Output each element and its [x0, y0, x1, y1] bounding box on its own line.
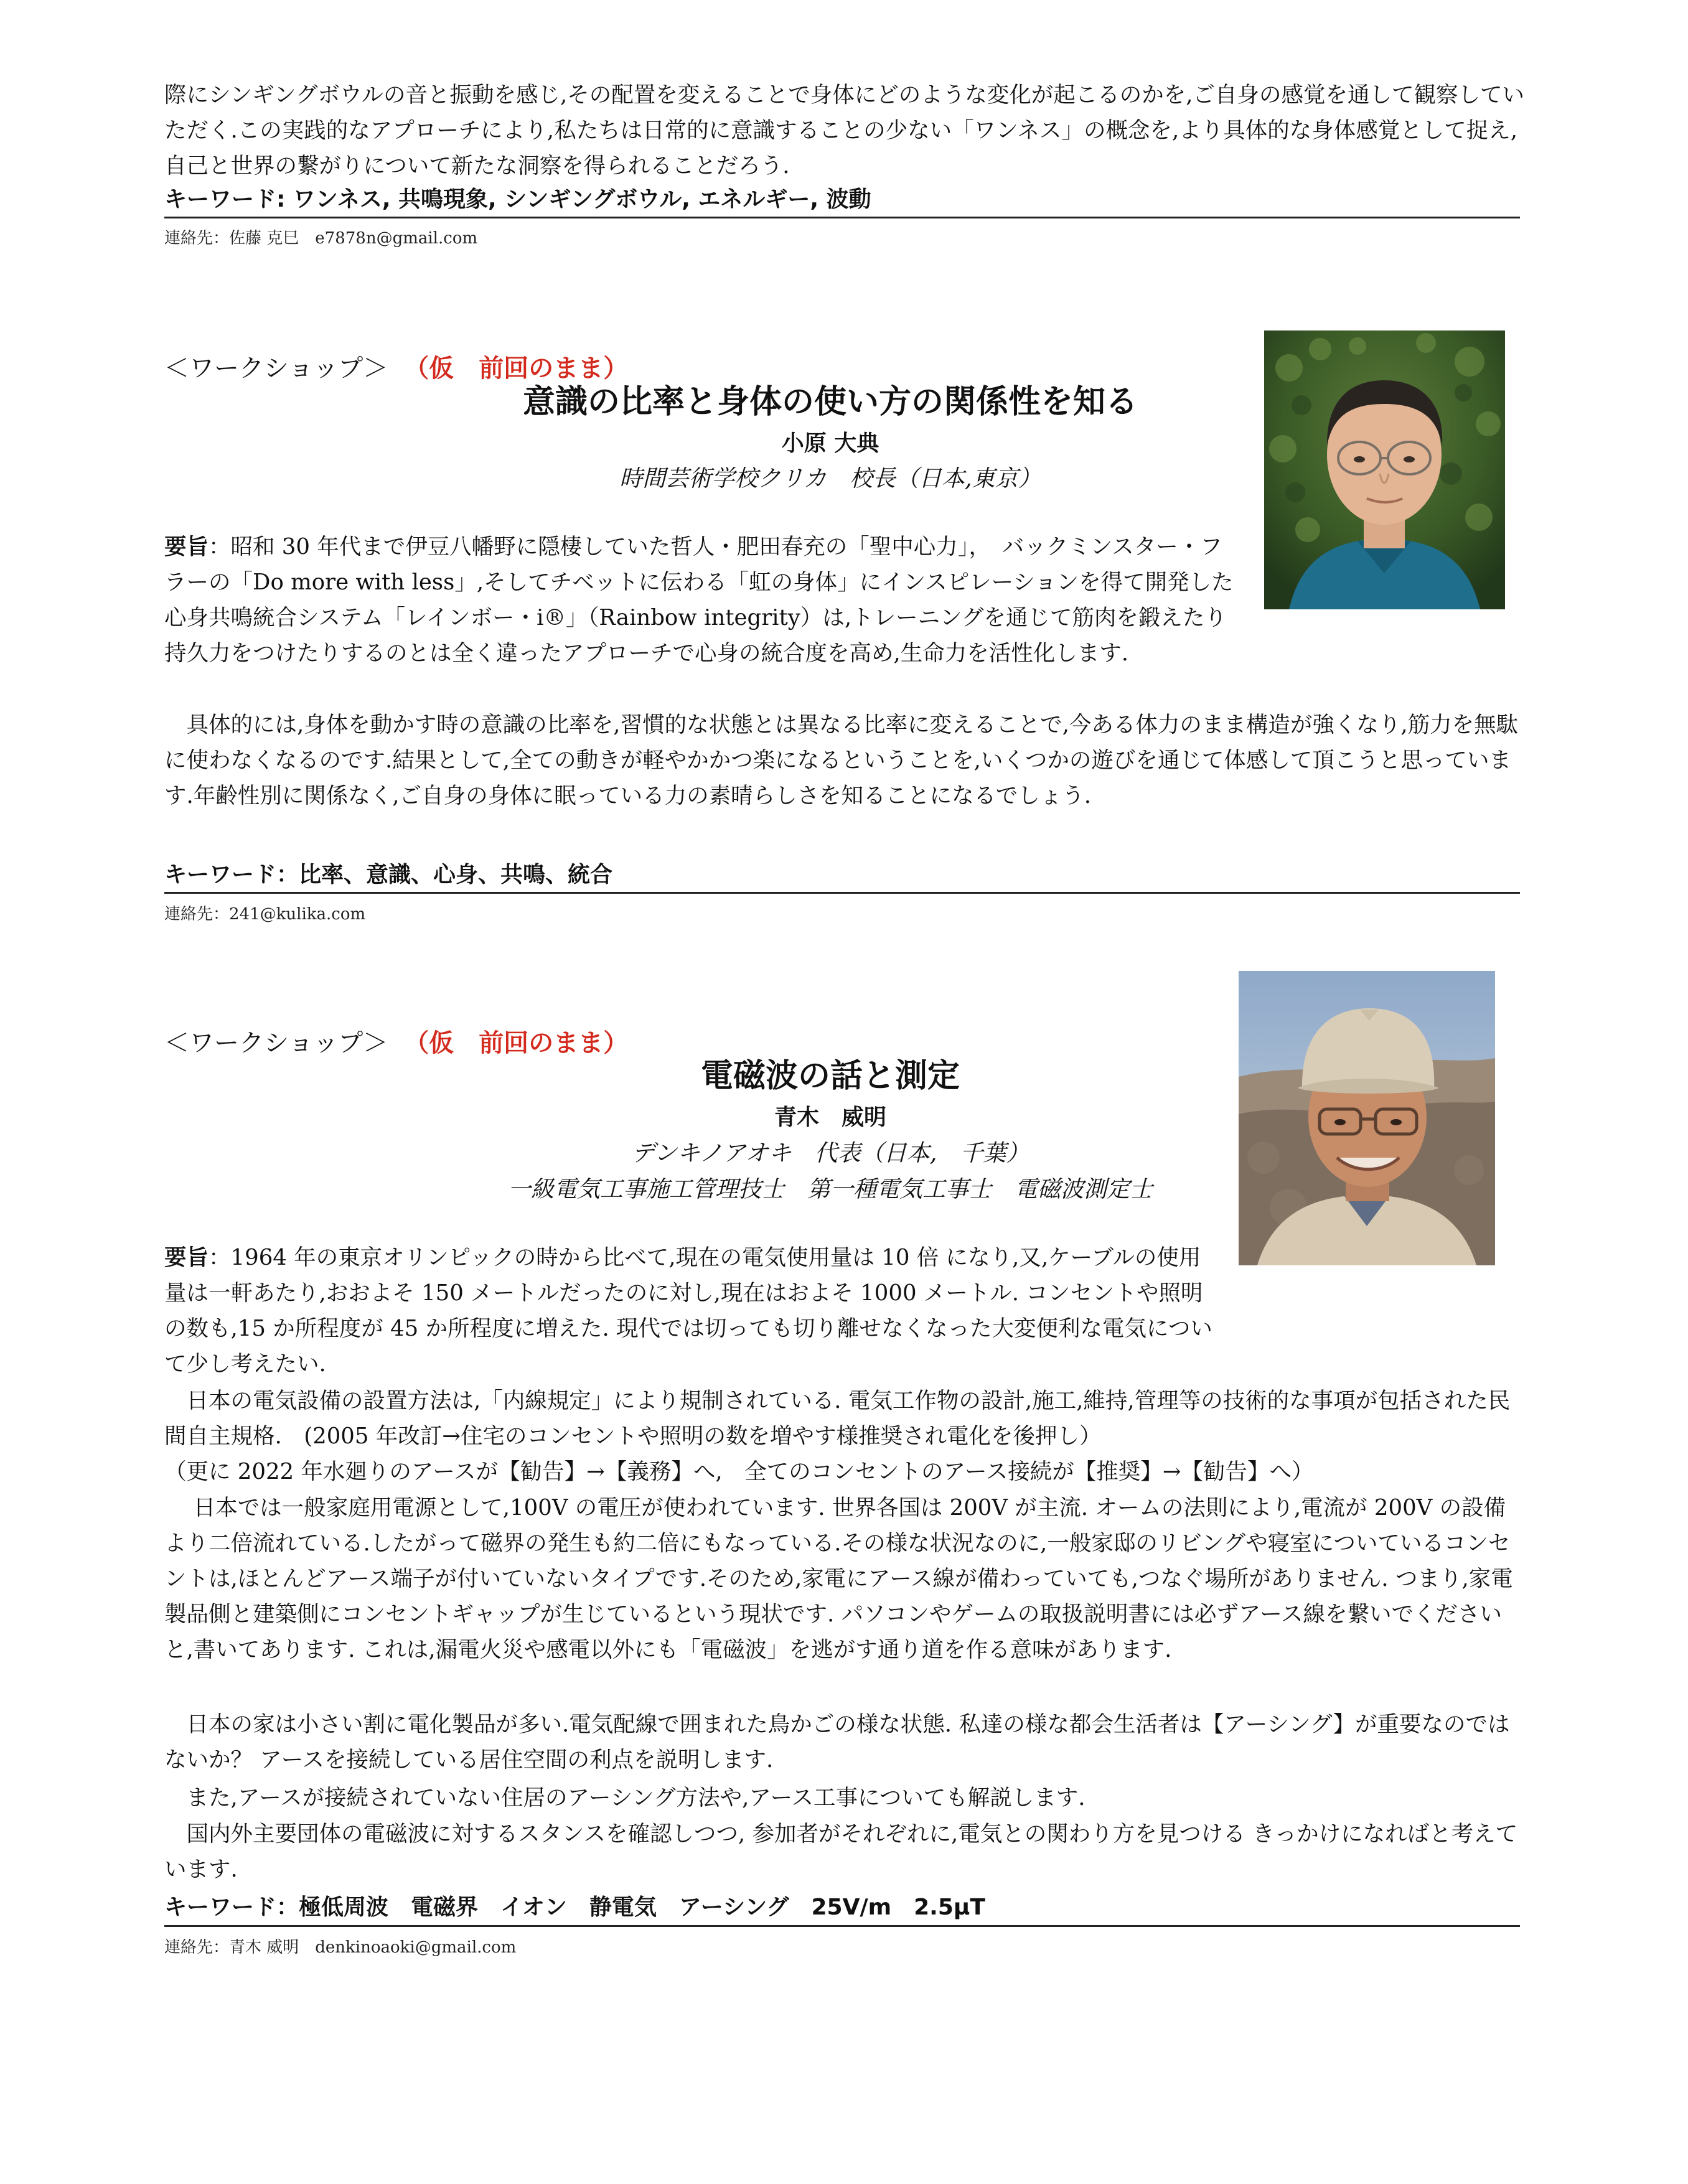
- workshop2-divider: [164, 1925, 1520, 1927]
- intro-paragraph: 際にシンギングボウルの音と振動を感じ,その配置を変えることで身体にどのような変化が起こるのかを,ご自身の感覚を通して観察していただく.この実践的なアプローチにより,私たちは日常的に意識することの少ない「ワンネス」の概念を,より具体的な身体感覚として捉え,自己と世界の繋がりについて新たな洞察を得られることだろう.: [164, 82, 1525, 179]
- workshop1-presenter: 小原 大典: [781, 431, 879, 456]
- workshop1-title: 意識の比率と身体の使い方の関係性を知る: [522, 383, 1138, 421]
- workshop1-label: [164, 352, 628, 385]
- workshop2-affiliation-2: 一級電気工事施工管理技士 第一種電気工事士 電磁波測定士: [508, 1176, 1153, 1202]
- workshop1-category: ＜ワークショップ＞: [164, 354, 388, 383]
- intro-divider: [164, 217, 1520, 218]
- presenter2-photo: [1239, 971, 1495, 1265]
- workshop1-summary-lead: 要旨: [164, 534, 209, 560]
- workshop2-summary-p4: 日本では一般家庭用電源として,100V の電圧が使われています. 世界各国は 200V が主流. オームの法則により,電流が 200V の設備より二倍流れている.したがって磁界の発生も約二倍にもなっている.その様な状況なのに,一般家邸のリビングや寝室についているコンセントは,ほとんどアース端子が付いていないタイプです.そのため,家電にアース線が備わっていても,つなぐ場所がありません. つまり,家電製品側と建築側にコンセントギャップが生じているという現状です. パソコンやゲームの取扱説明書には必ずアース線を繋いでくださいと,書いてあります. これは,漏電火災や感電以外にも「電磁波」を逃がす通り道を作る意味があります.: [164, 1495, 1513, 1662]
- workshop2-summary-p1: ：1964 年の東京オリンピックの時から比べて,現在の電気使用量は 10 倍 になり,又,ケーブルの使用量は一軒あたり,おおよそ 150 メートルだったのに対し,現在はおよそ 1000 メートル. コンセントや照明の数も,15 か所程度が 45 か所程度に増えた. 現代では切っても切り離せなくなった大変便利な電気について少し考えたい.: [164, 1245, 1212, 1377]
- presenter1-photo: [1264, 330, 1505, 609]
- intro-contact: 連絡先：佐藤 克巳 e7878n@gmail.com: [164, 229, 478, 248]
- workshop2-summary-lead: 要旨: [164, 1245, 209, 1270]
- intro-keywords: キーワード: ワンネス, 共鳴現象, シンギングボウル, エネルギー, 波動: [164, 187, 871, 212]
- workshop2-summary-p2: 日本の電気設備の設置方法は,「内線規定」により規制されている. 電気工作物の設計,施工,維持,管理等の技術的な事項が包括された民間自主規格. (2005 年改訂→住宅のコンセントや照明の数を増やす様推奨され電化を後押し）: [164, 1388, 1511, 1449]
- presenter1-portrait: [1264, 330, 1505, 609]
- workshop2-category: ＜ワークショップ＞: [164, 1029, 388, 1057]
- workshop1-contact: 連絡先：241@kulika.com: [164, 905, 366, 924]
- workshop2-label: [164, 1027, 628, 1059]
- workshop1-summary-p2: 具体的には,身体を動かす時の意識の比率を,習慣的な状態とは異なる比率に変えることで,今ある体力のまま構造が強くなり,筋力を無駄に使わなくなるのです.結果として,全ての動きが軽やかかつ楽になるということを,いくつかの遊びを通じて体感して頂こうと思っています.年齢性別に関係なく,ご自身の身体に眠っている力の素晴らしさを知ることになるでしょう.: [164, 712, 1519, 808]
- workshop2-summary-p3: （更に 2022 年水廻りのアースが【勧告】→【義務】へ, 全てのコンセントのアース接続が【推奨】→【勧告】へ）: [164, 1459, 1314, 1484]
- workshop1-summary-p1: ：昭和 30 年代まで伊豆八幡野に隠棲していた哲人・肥田春充の「聖中心力」， バックミンスター・フラーの「Do more with less」,そしてチベットに伝わる「虹の身体」にインスピレーションを得て開発した心身共鳴統合システム「レインボー・i®」（Rainbow integrity）は,トレーニングを通じて筋肉を鍛えたり持久力をつけたりするのとは全く違ったアプローチで心身の統合度を高め,生命力を活性化します.: [164, 534, 1234, 666]
- workshop2-keywords: キーワード：極低周波 電磁界 イオン 静電気 アーシング 25V/m 2.5μT: [164, 1895, 985, 1920]
- workshop1-tag: （仮 前回のまま）: [404, 354, 629, 383]
- workshop2-summary-p7: 国内外主要団体の電磁波に対するスタンスを確認しつつ, 参加者がそれぞれに,電気との関わり方を見つける きっかけになればと考えています.: [164, 1821, 1518, 1882]
- workshop2-affiliation-1: デンキノアオキ 代表（日本, 千葉）: [631, 1140, 1029, 1166]
- workshop1-divider: [164, 892, 1520, 894]
- workshop2-summary-p6: また,アースが接続されていない住居のアーシング方法や,アース工事についても解説します.: [164, 1785, 1085, 1811]
- workshop2-contact: 連絡先：青木 威明 denkinoaoki@gmail.com: [164, 1938, 517, 1957]
- workshop2-summary-p1-first: [164, 1240, 1222, 1382]
- workshop2-title: 電磁波の話と測定: [700, 1057, 960, 1095]
- workshop2-presenter: 青木 威明: [774, 1105, 886, 1130]
- workshop1-keywords: キーワード：比率、意識、心身、共鳴、統合: [164, 862, 613, 888]
- workshop1-summary-p1-first: [164, 529, 1241, 671]
- presenter2-portrait: [1239, 971, 1495, 1265]
- workshop2-summary-p5: 日本の家は小さい割に電化製品が多い.電気配線で囲まれた鳥かごの様な状態. 私達の様な都会生活者は【アーシング】が重要なのではないか？ アースを接続している居住空間の利点を説明します.: [164, 1712, 1510, 1773]
- workshop1-affiliation: 時間芸術学校クリカ 校長（日本,東京）: [619, 465, 1041, 492]
- workshop2-tag: （仮 前回のまま）: [404, 1029, 629, 1057]
